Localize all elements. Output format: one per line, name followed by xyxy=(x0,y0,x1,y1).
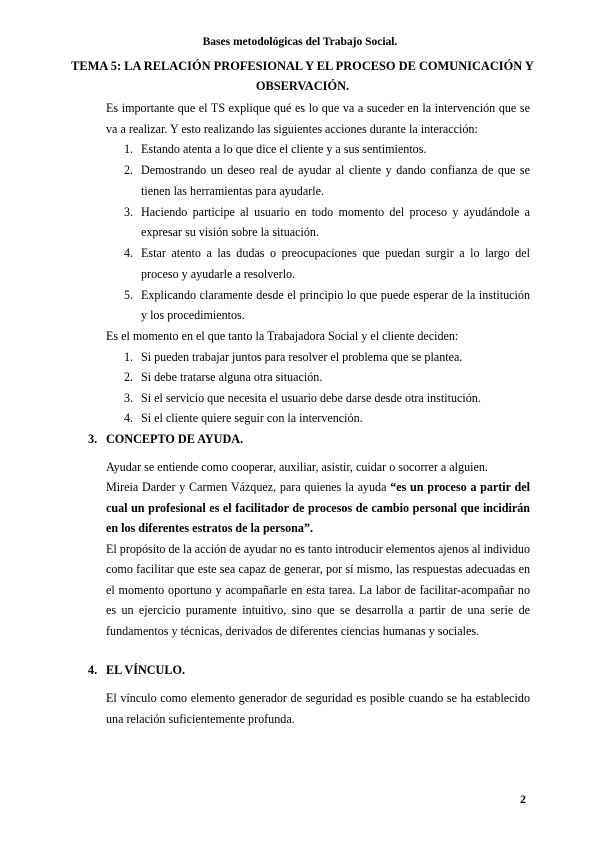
list-text: Si pueden trabajar juntos para resolver el problema que se plantea. xyxy=(141,349,463,364)
list-number: 3. xyxy=(124,390,134,405)
section-number: 4. xyxy=(88,663,98,677)
list-item xyxy=(106,388,530,409)
quote-bold: “es un proceso a partir del cual un profesional es el facilitador de procesos de cambio personal que incidirán en los diferentes estratos de la persona”. xyxy=(106,480,531,535)
list-item xyxy=(106,243,530,284)
list-item xyxy=(106,139,530,160)
list-item xyxy=(106,347,530,368)
list-item xyxy=(106,160,530,201)
list-item xyxy=(106,285,530,326)
list-text: Haciendo participe al usuario en todo momento del proceso y ayudándole a expresar su visión sobre la situación. xyxy=(141,204,530,239)
section-3-paragraph-2 xyxy=(106,477,530,539)
list-number: 1. xyxy=(124,142,134,156)
moment-paragraph: Es el momento en el que tanto la Trabajadora Social y el cliente deciden: xyxy=(106,329,459,343)
list-number: 2. xyxy=(124,370,134,384)
list-text: Explicando claramente desde el principio lo que puede esperar de la institución y los procedimientos. xyxy=(141,287,530,322)
quote-intro: Mireia Darder y Carmen Vázquez, para quienes la ayuda xyxy=(106,480,391,494)
section-3-heading xyxy=(88,429,530,449)
section-3-paragraph-3: El propósito de la acción de ayudar no es tanto introducir elementos ajenos al individuo como facilitar que este sea capaz de generar, por sí mismo, las respuestas adecuadas en el momento oportuno y acompañarle en esta tarea. La labor de facilitar-acompañar no es un ejercicio puramente intuitivo, sino que se desarrolla a partir de una serie de fundamentos y técnicas, derivados de diferentes ciencias humanas y sociales. xyxy=(106,541,530,638)
section-3-paragraph-1: Ayudar se entiende como cooperar, auxiliar, asistir, cuidar o socorrer a alguien. xyxy=(106,459,488,474)
list-text: Si el servicio que necesita el usuario debe darse desde otra institución. xyxy=(141,390,481,405)
list-text: Si el cliente quiere seguir con la intervención. xyxy=(141,411,363,425)
content-body xyxy=(88,98,531,729)
list-number: 1. xyxy=(124,349,134,364)
actions-list xyxy=(106,139,530,326)
page-title: TEMA 5: LA RELACIÓN PROFESIONAL Y EL PROCESO DE COMUNICACIÓN Y OBSERVACIÓN. xyxy=(71,59,534,93)
list-number: 5. xyxy=(124,287,134,302)
list-item xyxy=(106,202,530,243)
list-text: Estar atento a las dudas o preocupaciones que puedan surgir a lo largo del proceso y ayudarle a resolverlo. xyxy=(141,246,530,281)
list-text: Demostrando un deseo real de ayudar al cliente y dando confianza de que se tienen las herramientas para ayudarle. xyxy=(141,163,530,198)
list-text: Estando atenta a lo que dice el cliente y a sus sentimientos. xyxy=(141,142,427,156)
section-4-heading xyxy=(88,660,530,680)
page-number: 2 xyxy=(520,792,526,806)
decisions-list xyxy=(106,347,530,429)
section-title: CONCEPTO DE AYUDA. xyxy=(106,431,244,446)
list-number: 2. xyxy=(124,163,134,177)
list-number: 4. xyxy=(124,411,134,425)
section-4-paragraph-1: El vínculo como elemento generador de seguridad es posible cuando se ha establecido una relación suficientemente profunda. xyxy=(106,691,530,726)
intro-paragraph: Es importante que el TS explique qué es lo que va a suceder en la intervención que se va a realizar. Y esto realizando las siguientes acciones durante la interacción: xyxy=(106,101,530,136)
list-item xyxy=(106,367,530,388)
list-text: Si debe tratarse alguna otra situación. xyxy=(141,370,323,384)
list-number: 3. xyxy=(124,204,134,219)
list-number: 4. xyxy=(124,246,134,260)
list-item xyxy=(106,408,530,429)
section-number: 3. xyxy=(88,431,98,446)
section-title: EL VÍNCULO. xyxy=(106,663,186,677)
document-header: Bases metodológicas del Trabajo Social. xyxy=(202,36,398,48)
